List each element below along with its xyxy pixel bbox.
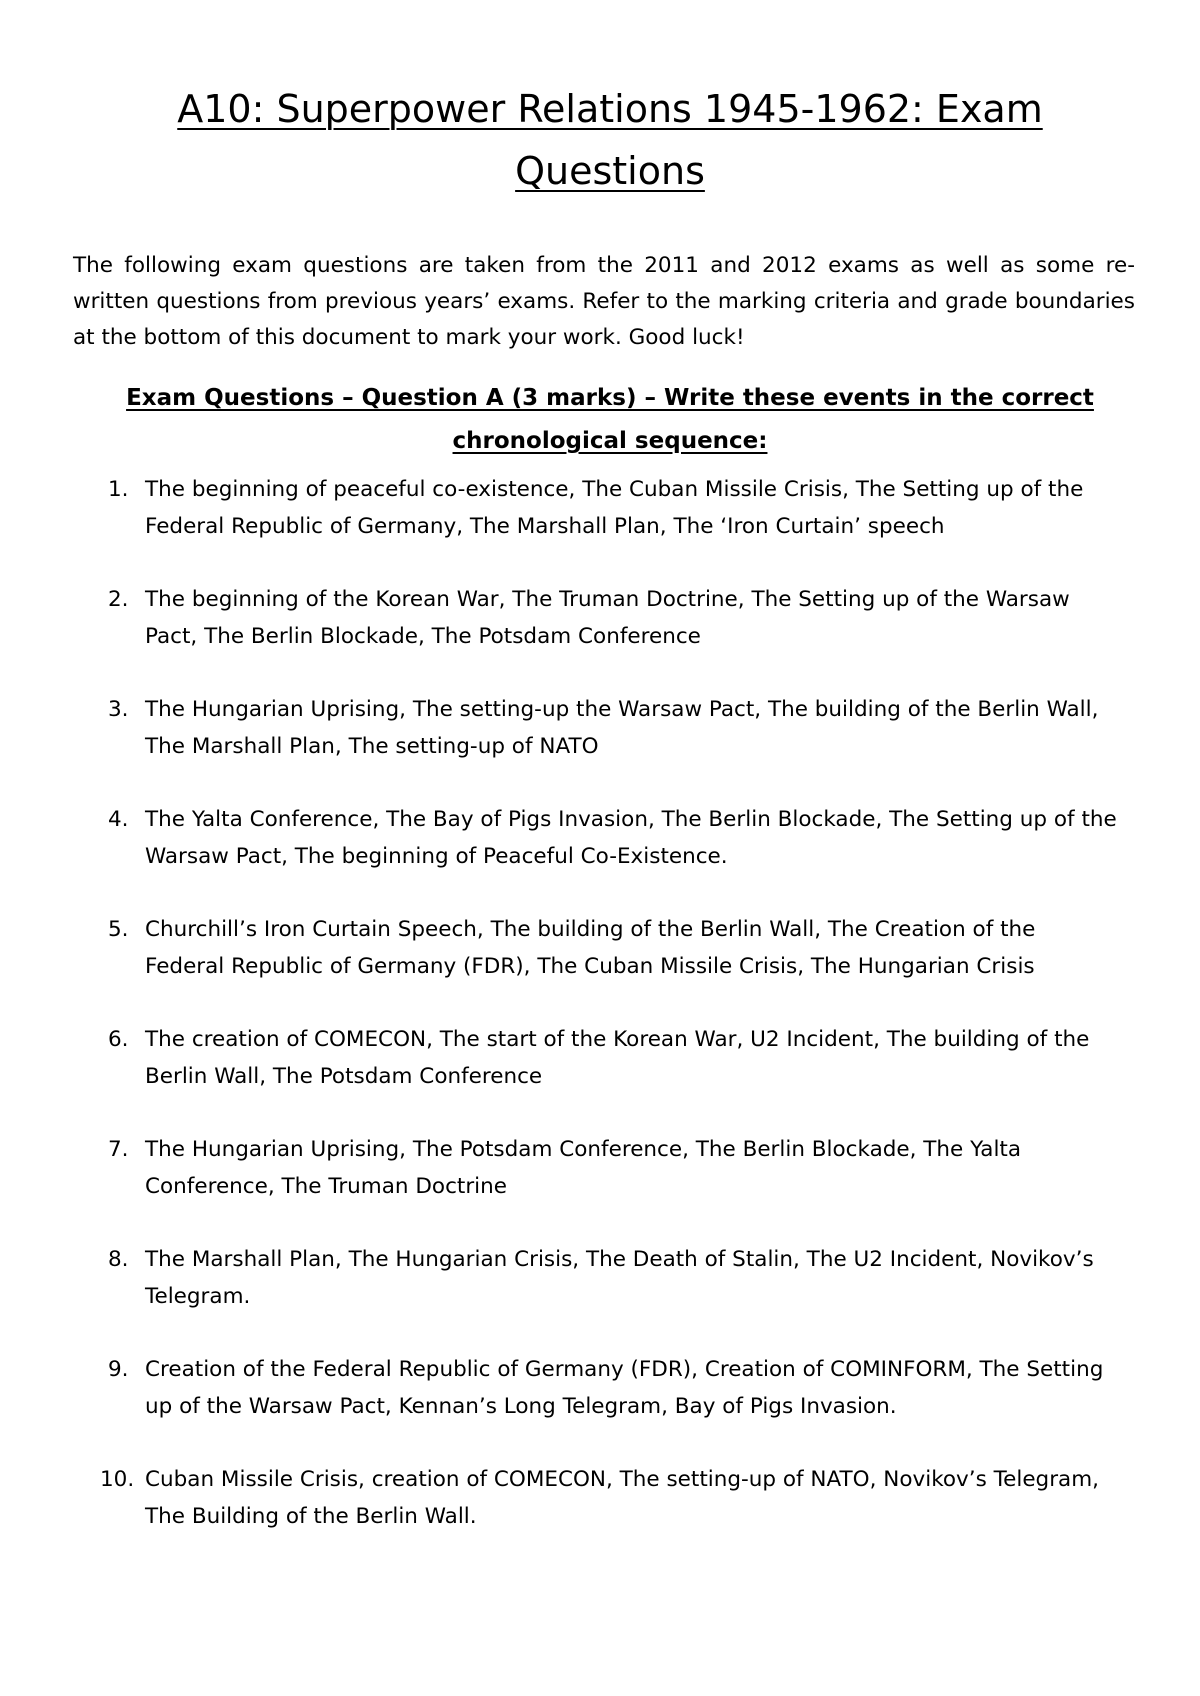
question-number: 7. xyxy=(108,1137,129,1162)
question-item xyxy=(100,692,1120,802)
question-item xyxy=(100,1132,1120,1242)
question-list xyxy=(100,472,1120,1572)
question-text: The Hungarian Uprising, The Potsdam Conference, The Berlin Blockade, The Yalta Conference, The Truman Doctrine xyxy=(145,1137,1022,1199)
question-item xyxy=(100,1242,1120,1352)
question-item xyxy=(100,582,1120,692)
question-text: The Yalta Conference, The Bay of Pigs Invasion, The Berlin Blockade, The Setting up of the Warsaw Pact, The beginning of Peaceful Co-Existence. xyxy=(145,807,1117,869)
question-number: 9. xyxy=(108,1357,129,1382)
page-title: A10: Superpower Relations 1945-1962: Exam Questions xyxy=(177,87,1043,193)
question-item xyxy=(100,1352,1120,1462)
question-number: 4. xyxy=(108,807,129,832)
question-text: The Hungarian Uprising, The setting-up the Warsaw Pact, The building of the Berlin Wall, The Marshall Plan, The setting-up of NATO xyxy=(145,697,1099,759)
question-number: 10. xyxy=(100,1467,135,1492)
question-item xyxy=(100,1462,1120,1572)
question-text: The beginning of peaceful co-existence, The Cuban Missile Crisis, The Setting up of the Federal Republic of Germany, The Marshall Plan, The ‘Iron Curtain’ speech xyxy=(145,477,1084,539)
question-number: 5. xyxy=(108,917,129,942)
question-text: Creation of the Federal Republic of Germany (FDR), Creation of COMINFORM, The Setting up of the Warsaw Pact, Kennan’s Long Telegram, Bay of Pigs Invasion. xyxy=(145,1357,1104,1419)
question-text: The Marshall Plan, The Hungarian Crisis, The Death of Stalin, The U2 Incident, Novikov’s Telegram. xyxy=(145,1247,1094,1309)
question-item xyxy=(100,802,1120,912)
question-number: 8. xyxy=(108,1247,129,1272)
question-number: 2. xyxy=(108,587,129,612)
question-item xyxy=(100,1022,1120,1132)
question-text: Churchill’s Iron Curtain Speech, The building of the Berlin Wall, The Creation of the Federal Republic of Germany (FDR), The Cuban Missile Crisis, The Hungarian Crisis xyxy=(145,917,1036,979)
question-item xyxy=(100,472,1120,582)
question-number: 1. xyxy=(108,477,129,502)
question-number: 3. xyxy=(108,697,129,722)
question-text: Cuban Missile Crisis, creation of COMECON, The setting-up of NATO, Novikov’s Telegram, The Building of the Berlin Wall. xyxy=(145,1467,1099,1529)
intro-paragraph: The following exam questions are taken from the 2011 and 2012 exams as well as some re-written questions from previous years’ exams. Refer to the marking criteria and grade boundaries at the bottom of this document to mark your work. Good luck! xyxy=(73,253,1135,350)
question-text: The beginning of the Korean War, The Truman Doctrine, The Setting up of the Warsaw Pact, The Berlin Blockade, The Potsdam Conference xyxy=(145,587,1070,649)
question-item xyxy=(100,912,1120,1022)
section-heading: Exam Questions – Question A (3 marks) – Write these events in the correct chronological sequence: xyxy=(126,385,1094,454)
question-text: The creation of COMECON, The start of the Korean War, U2 Incident, The building of the Berlin Wall, The Potsdam Conference xyxy=(145,1027,1090,1089)
question-number: 6. xyxy=(108,1027,129,1052)
